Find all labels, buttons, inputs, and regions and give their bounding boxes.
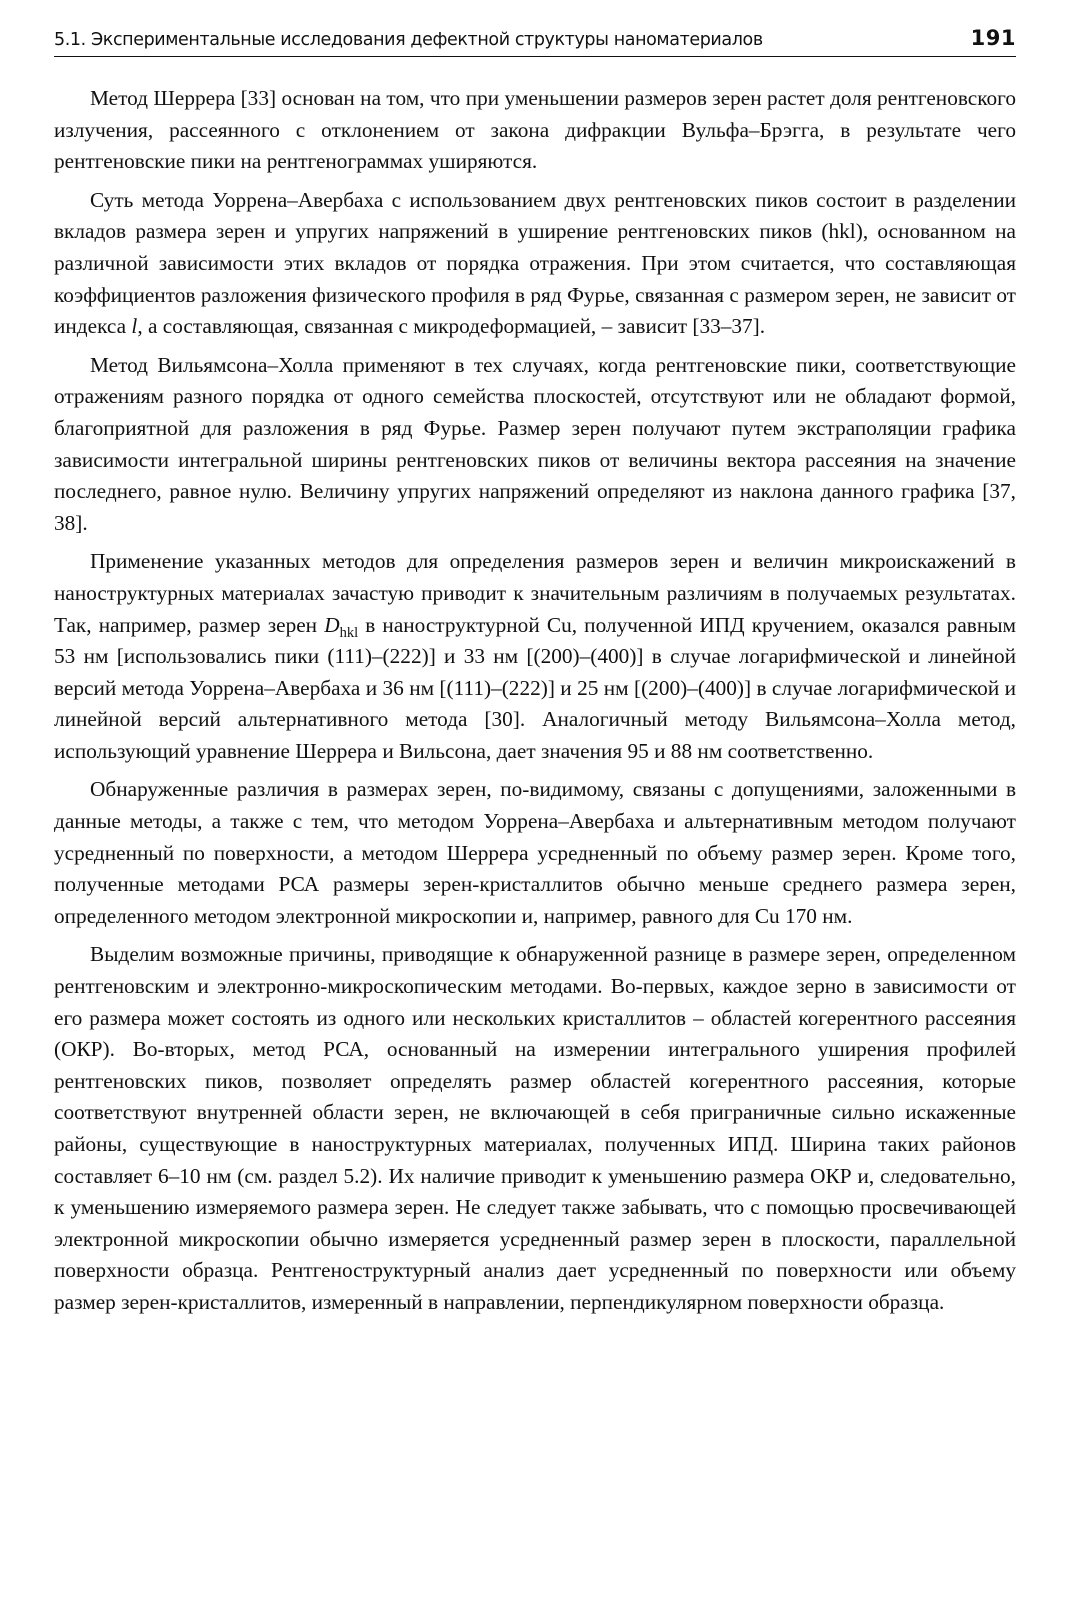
paragraph-discrepancy-explanation: Обнаруженные различия в размерах зерен, по-видимому, связаны с допущениями, заложенными в данные методы, а также с тем, что методом Уоррена–Авербаха и альтернативным методом получают усредненный по поверхности, а методом Шеррера усредненный по объему размер зерен. Кроме того, полученные методами РСА размеры зерен-кристаллитов обычно меньше среднего размера зерен, определенного методом электронной микроскопии и, например, равного для Cu 170 нм. <box>54 777 1016 928</box>
page-number: 191 <box>970 26 1016 50</box>
paragraph-text-part: , а составляющая, связанная с микродеформацией, – зависит [33–37]. <box>137 314 766 339</box>
index-l-symbol: l <box>131 314 138 339</box>
running-header <box>54 26 1016 57</box>
grain-size-symbol: D <box>324 612 340 637</box>
body-text <box>54 83 1016 1319</box>
paragraph-williamson-hall-method: Метод Вильямсона–Холла применяют в тех случаях, когда рентгеновские пики, соответствующие отражениям разного порядка от одного семейства плоскостей, отсутствуют или не обладают формой, благоприятной для разложения в ряд Фурье. Размер зерен получают путем экстраполяции графика зависимости интегральной ширины рентгеновских пиков от величины вектора рассеяния на значение последнего, равное нулю. Величину упругих напряжений определяют из наклона данного графика [37, 38]. <box>54 352 1016 535</box>
paragraph-scherrer-method: Метод Шеррера [33] основан на том, что при уменьшении размеров зерен растет доля рентгеновского излучения, рассеянного с отклонением от закона дифракции Вульфа–Брэгга, в результате чего рентгеновские пики на рентгенограммах уширяются. <box>54 86 1016 174</box>
paragraph-methods-comparison <box>54 546 1016 767</box>
paragraph-warren-averbach-method <box>54 185 1016 343</box>
paragraph-possible-causes: Выделим возможные причины, приводящие к обнаруженной разнице в размере зерен, определенном рентгеновским и электронно-микроскопическим методами. Во-первых, каждое зерно в зависимости от его размера может состоять из одного или нескольких кристаллитов – областей когерентного рассеяния (ОКР). Во-вторых, метод РСА, основанный на измерении интегрального уширения профилей рентгеновских пиков, позволяет определять размер областей когерентного рассеяния, которые соответствуют внутренней области зерен, не включающей в себя приграничные сильно искаженные районы, существующие в наноструктурных материалах, полученных ИПД. Ширина таких районов составляет 6–10 нм (см. раздел 5.2). Их наличие приводит к уменьшению размера ОКР и, следовательно, к уменьшению измеряемого размера зерен. Не следует также забывать, что с помощью просвечивающей электронной микроскопии обычно измеряется усредненный размер зерен в плоскости, параллельной поверхности образца. Рентгеноструктурный анализ дает усредненный по поверхности или объему размер зерен-кристаллитов, измеренный в направлении, перпендикулярном поверхности образца. <box>54 942 1016 1314</box>
section-title: 5.1. Экспериментальные исследования дефектной структуры наноматериалов <box>54 30 763 50</box>
paragraph-text-part: в наноструктурной Cu, полученной ИПД кручением, оказался равным 53 нм [использовались пики (111)–(222)] и 33 нм [(200)–(400)] в случае логарифмической и линейной версий метода Уоррена–Авербаха и 36 нм [(111)–(222)] и 25 нм [(200)–(400)] в случае логарифмической и линейной версий альтернативного метода [30]. Аналогичный методу Вильямсона–Холла метод, использующий уравнение Шеррера и Вильсона, дает значения 95 и 88 нм соответственно. <box>54 612 1017 763</box>
grain-size-subscript: hkl <box>339 624 359 641</box>
paragraph-text-part: Суть метода Уоррена–Авербаха с использованием двух рентгеновских пиков состоит в разделении вкладов размера зерен и упругих напряжений в уширение рентгеновских пиков (hkl), основанном на различной зависимости этих вкладов от порядка отражения. При этом считается, что составляющая коэффициентов разложения физического профиля в ряд Фурье, связанная с размером зерен, не зависит от индекса <box>54 187 1016 339</box>
book-page <box>54 26 1016 1319</box>
paragraph-text-part: Применение указанных методов для определения размеров зерен и величин микроискажений в наноструктурных материалах зачастую приводит к значительным различиям в получаемых результатах. Так, например, размер зерен <box>54 549 1016 637</box>
